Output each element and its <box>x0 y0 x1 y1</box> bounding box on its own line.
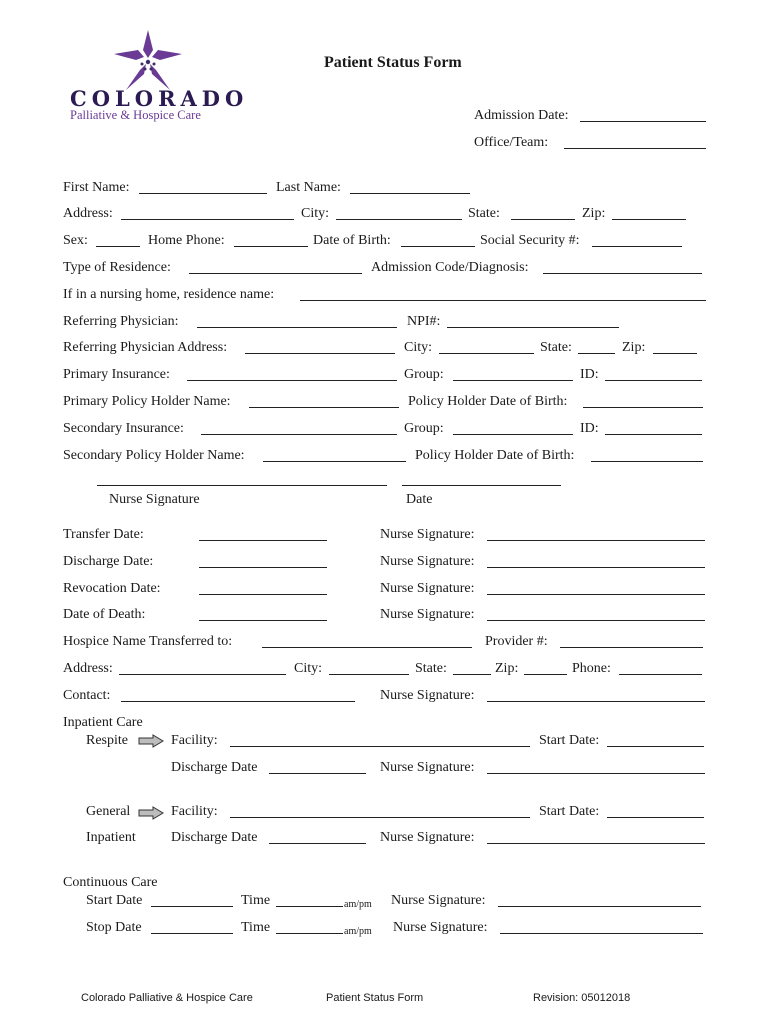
cc-start-date-field[interactable] <box>151 906 233 907</box>
cc-stop-nurse-sig-field[interactable] <box>500 933 703 934</box>
hospice-phone-field[interactable] <box>619 674 702 675</box>
home-phone-field[interactable] <box>234 246 308 247</box>
cc-stop-date-label: Stop Date <box>86 920 142 935</box>
logo-wordmark: COLORADO <box>70 86 249 111</box>
primary-holder-dob-label: Policy Holder Date of Birth: <box>408 394 568 409</box>
secondary-holder-dob-field[interactable] <box>591 461 703 462</box>
secondary-id-label: ID: <box>580 421 599 436</box>
secondary-insurance-field[interactable] <box>201 434 397 435</box>
revocation-nurse-sig-field[interactable] <box>487 594 705 595</box>
discharge-date-label: Discharge Date: <box>63 554 154 569</box>
contact-field[interactable] <box>121 701 355 702</box>
hospice-zip-field[interactable] <box>524 674 567 675</box>
physician-state-field[interactable] <box>578 353 615 354</box>
primary-insurance-label: Primary Insurance: <box>63 367 170 382</box>
respite-start-date-field[interactable] <box>607 746 704 747</box>
respite-facility-label: Facility: <box>171 733 218 748</box>
date-of-death-label: Date of Death: <box>63 607 146 622</box>
respite-discharge-date-field[interactable] <box>269 773 366 774</box>
contact-nurse-sig-field[interactable] <box>487 701 705 702</box>
sex-label: Sex: <box>63 233 88 248</box>
secondary-holder-label: Secondary Policy Holder Name: <box>63 448 245 463</box>
npi-label: NPI#: <box>407 314 441 329</box>
footer-revision: Revision: 05012018 <box>533 992 631 1004</box>
contact-nurse-sig-label: Nurse Signature: <box>380 688 475 703</box>
cc-stop-date-field[interactable] <box>151 933 233 934</box>
zip-label: Zip: <box>582 206 606 221</box>
residence-type-field[interactable] <box>189 273 362 274</box>
physician-city-field[interactable] <box>439 353 534 354</box>
hospice-transferred-label: Hospice Name Transferred to: <box>63 634 233 649</box>
hospice-address-label: Address: <box>63 661 113 676</box>
cc-stop-time-field[interactable] <box>276 933 343 934</box>
general-arrow-icon <box>138 806 164 820</box>
last-name-label: Last Name: <box>276 180 341 195</box>
general-start-date-label: Start Date: <box>539 804 600 819</box>
inpatient-label: Inpatient <box>86 830 136 845</box>
secondary-group-label: Group: <box>404 421 444 436</box>
city-field[interactable] <box>336 219 462 220</box>
cc-stop-nurse-sig-label: Nurse Signature: <box>393 920 488 935</box>
primary-holder-field[interactable] <box>249 407 399 408</box>
secondary-holder-field[interactable] <box>263 461 406 462</box>
address-label: Address: <box>63 206 113 221</box>
npi-field[interactable] <box>447 327 619 328</box>
general-start-date-field[interactable] <box>607 817 704 818</box>
contact-label: Contact: <box>63 688 111 703</box>
general-discharge-date-field[interactable] <box>269 843 366 844</box>
cc-start-time-field[interactable] <box>276 906 343 907</box>
cc-start-time-label: Time <box>241 893 271 908</box>
footer-org: Colorado Palliative & Hospice Care <box>81 992 253 1004</box>
general-discharge-date-label: Discharge Date <box>171 830 258 845</box>
ssn-field[interactable] <box>592 246 682 247</box>
admission-code-label: Admission Code/Diagnosis: <box>371 260 529 275</box>
death-nurse-sig-field[interactable] <box>487 620 705 621</box>
respite-facility-field[interactable] <box>230 746 530 747</box>
respite-nurse-sig-field[interactable] <box>487 773 705 774</box>
footer-form-name: Patient Status Form <box>326 992 424 1004</box>
cc-stop-time-label: Time <box>241 920 271 935</box>
death-nurse-sig-label: Nurse Signature: <box>380 607 475 622</box>
home-phone-label: Home Phone: <box>148 233 225 248</box>
revocation-nurse-sig-label: Nurse Signature: <box>380 581 475 596</box>
logo-star-icon <box>112 28 184 92</box>
nursing-home-label: If in a nursing home, residence name: <box>63 287 275 302</box>
secondary-id-field[interactable] <box>605 434 702 435</box>
admission-date-label: Admission Date: <box>474 108 569 123</box>
primary-insurance-field[interactable] <box>187 380 397 381</box>
zip-field[interactable] <box>612 219 686 220</box>
nursing-home-field[interactable] <box>300 300 706 301</box>
discharge-nurse-sig-label: Nurse Signature: <box>380 554 475 569</box>
first-name-label: First Name: <box>63 180 130 195</box>
signature-date-line[interactable] <box>402 485 561 486</box>
office-team-field[interactable] <box>564 148 706 149</box>
first-name-field[interactable] <box>139 193 267 194</box>
provider-label: Provider #: <box>485 634 548 649</box>
transfer-nurse-sig-field[interactable] <box>487 540 705 541</box>
provider-field[interactable] <box>560 647 703 648</box>
discharge-nurse-sig-field[interactable] <box>487 567 705 568</box>
respite-discharge-date-label: Discharge Date <box>171 760 258 775</box>
secondary-group-field[interactable] <box>453 434 573 435</box>
admission-code-field[interactable] <box>543 273 702 274</box>
hospice-phone-label: Phone: <box>572 661 611 676</box>
ssn-label: Social Security #: <box>480 233 580 248</box>
nurse-signature-caption: Nurse Signature <box>109 492 200 507</box>
hospice-city-field[interactable] <box>329 674 409 675</box>
date-caption: Date <box>406 492 433 507</box>
primary-group-label: Group: <box>404 367 444 382</box>
respite-arrow-icon <box>138 734 164 748</box>
general-label: General <box>86 804 131 819</box>
logo-subtitle: Palliative & Hospice Care <box>70 108 201 122</box>
inpatient-care-heading: Inpatient Care <box>63 715 143 730</box>
transfer-nurse-sig-label: Nurse Signature: <box>380 527 475 542</box>
state-label: State: <box>468 206 500 221</box>
referring-physician-field[interactable] <box>197 327 397 328</box>
dob-field[interactable] <box>401 246 475 247</box>
hospice-state-field[interactable] <box>453 674 491 675</box>
respite-start-date-label: Start Date: <box>539 733 600 748</box>
hospice-city-label: City: <box>294 661 323 676</box>
discharge-date-field[interactable] <box>199 567 327 568</box>
primary-id-label: ID: <box>580 367 599 382</box>
hospice-address-field[interactable] <box>119 674 286 675</box>
physician-state-label: State: <box>540 340 572 355</box>
hospice-zip-label: Zip: <box>495 661 519 676</box>
general-nurse-sig-label: Nurse Signature: <box>380 830 475 845</box>
general-facility-label: Facility: <box>171 804 218 819</box>
hospice-state-label: State: <box>415 661 447 676</box>
admission-date-field[interactable] <box>580 121 706 122</box>
office-team-label: Office/Team: <box>474 135 549 150</box>
last-name-field[interactable] <box>350 193 470 194</box>
sex-field[interactable] <box>96 246 140 247</box>
primary-group-field[interactable] <box>453 380 573 381</box>
page-title: Patient Status Form <box>324 54 462 71</box>
physician-address-label: Referring Physician Address: <box>63 340 228 355</box>
nurse-signature-line[interactable] <box>97 485 387 486</box>
primary-id-field[interactable] <box>605 380 702 381</box>
secondary-holder-dob-label: Policy Holder Date of Birth: <box>415 448 575 463</box>
secondary-insurance-label: Secondary Insurance: <box>63 421 184 436</box>
cc-start-date-label: Start Date <box>86 893 143 908</box>
respite-nurse-sig-label: Nurse Signature: <box>380 760 475 775</box>
revocation-date-field[interactable] <box>199 594 327 595</box>
continuous-care-heading: Continuous Care <box>63 875 158 890</box>
primary-holder-label: Primary Policy Holder Name: <box>63 394 231 409</box>
city-label: City: <box>301 206 330 221</box>
transfer-date-label: Transfer Date: <box>63 527 144 542</box>
respite-label: Respite <box>86 733 128 748</box>
general-facility-field[interactable] <box>230 817 530 818</box>
address-field[interactable] <box>121 219 294 220</box>
dob-label: Date of Birth: <box>313 233 391 248</box>
transfer-date-field[interactable] <box>199 540 327 541</box>
physician-city-label: City: <box>404 340 433 355</box>
cc-start-ampm: am/pm <box>344 899 372 910</box>
cc-stop-ampm: am/pm <box>344 926 372 937</box>
referring-physician-label: Referring Physician: <box>63 314 179 329</box>
state-field[interactable] <box>511 219 575 220</box>
revocation-date-label: Revocation Date: <box>63 581 161 596</box>
cc-start-nurse-sig-label: Nurse Signature: <box>391 893 486 908</box>
physician-zip-label: Zip: <box>622 340 646 355</box>
residence-type-label: Type of Residence: <box>63 260 171 275</box>
physician-zip-field[interactable] <box>653 353 697 354</box>
general-nurse-sig-field[interactable] <box>487 843 705 844</box>
physician-address-field[interactable] <box>245 353 395 354</box>
primary-holder-dob-field[interactable] <box>583 407 703 408</box>
hospice-transferred-field[interactable] <box>262 647 472 648</box>
date-of-death-field[interactable] <box>199 620 327 621</box>
cc-start-nurse-sig-field[interactable] <box>498 906 701 907</box>
